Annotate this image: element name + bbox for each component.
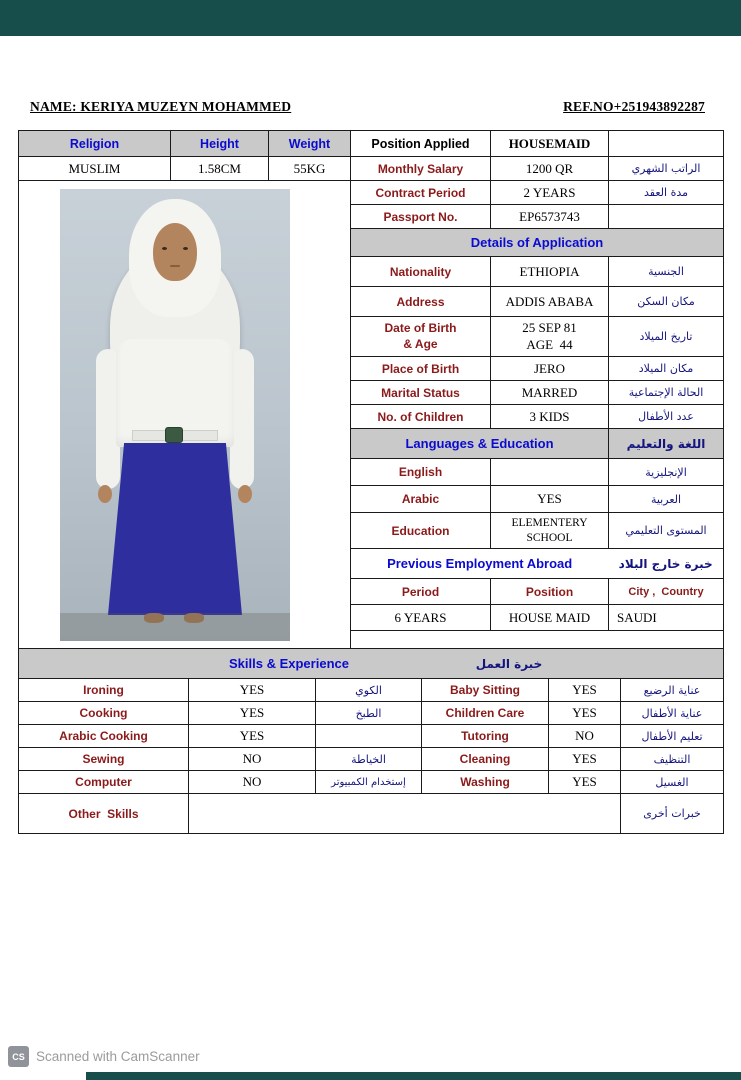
contract-period-arabic: مدة العقد (609, 181, 724, 205)
skill-computer-label: Computer (19, 771, 189, 794)
skill-tutoring-value: NO (549, 725, 621, 748)
empty-cell (609, 131, 724, 157)
other-skills-arabic: خبرات أخرى (621, 794, 724, 834)
skills-row (19, 702, 724, 725)
monthly-salary-label: Monthly Salary (351, 157, 491, 181)
nationality-label: Nationality (351, 257, 491, 287)
address-value: ADDIS ABABA (491, 287, 609, 317)
skill-washing-label: Washing (422, 771, 549, 794)
arabic-label: Arabic (351, 486, 491, 513)
applicant-photo (60, 189, 290, 641)
upper-block (19, 131, 724, 649)
marital-status-label: Marital Status (351, 381, 491, 405)
skills-experience-header (19, 649, 724, 679)
place-of-birth-label: Place of Birth (351, 357, 491, 381)
skills-experience-header-arabic: خبرة العمل (475, 656, 543, 671)
skill-tutoring-label: Tutoring (422, 725, 549, 748)
skill-babysitting-label: Baby Sitting (422, 679, 549, 702)
camscanner-logo-icon: CS (8, 1046, 29, 1067)
skills-row (19, 679, 724, 702)
position-applied-label: Position Applied (351, 131, 491, 157)
children-label: No. of Children (351, 405, 491, 429)
dob-value-line2: AGE 44 (526, 336, 573, 352)
monthly-salary-value: 1200 QR (491, 157, 609, 181)
english-label: English (351, 459, 491, 486)
education-value-line1: ELEMENTERY (511, 516, 588, 529)
religion-header-cell: Religion (19, 131, 171, 157)
skill-babysitting-arabic: عناية الرضيع (621, 679, 724, 702)
employment-city-value: SAUDI (609, 605, 724, 631)
weight-value-cell: 55KG (269, 157, 351, 181)
education-arabic: المستوى التعليمي (609, 513, 724, 549)
contract-period-label: Contract Period (351, 181, 491, 205)
photo-mouth (170, 265, 180, 267)
photo-eye-left (162, 247, 167, 250)
weight-header-cell: Weight (269, 131, 351, 157)
skill-cleaning-value: YES (549, 748, 621, 771)
dob-label-line1: Date of Birth (384, 320, 457, 335)
education-value-line2: SCHOOL (526, 531, 573, 544)
dob-arabic: تاريخ الميلاد (609, 317, 724, 357)
document-header (30, 99, 705, 115)
photo-hand-right (238, 485, 252, 503)
scan-top-bar (0, 0, 741, 36)
skill-childrencare-arabic: عناية الأطفال (621, 702, 724, 725)
skill-ironing-arabic: الكوي (316, 679, 422, 702)
other-skills-label: Other Skills (19, 794, 189, 834)
employment-period-column-header: Period (351, 579, 491, 605)
skill-sewing-arabic: الخياطة (316, 748, 422, 771)
application-details-panel (351, 131, 724, 649)
skills-row (19, 725, 724, 748)
photo-floor-shadow (60, 613, 290, 641)
skill-ironing-value: YES (189, 679, 316, 702)
arabic-value: YES (491, 486, 609, 513)
scan-bottom-bar (86, 1072, 741, 1080)
photo-column (19, 131, 351, 649)
nationality-value: ETHIOPIA (491, 257, 609, 287)
other-skills-row (19, 794, 724, 834)
skill-arabic-cooking-arabic (316, 725, 422, 748)
skills-row (19, 748, 724, 771)
skill-ironing-label: Ironing (19, 679, 189, 702)
children-arabic: عدد الأطفال (609, 405, 724, 429)
monthly-salary-arabic: الراتب الشهري (609, 157, 724, 181)
passport-no-value: EP6573743 (491, 205, 609, 229)
previous-employment-header (351, 549, 724, 579)
employment-city-column-header: City , Country (609, 579, 724, 605)
photo-eye-right (183, 247, 188, 250)
skill-cooking-value: YES (189, 702, 316, 725)
place-of-birth-arabic: مكان الميلاد (609, 357, 724, 381)
skill-cleaning-arabic: التنظيف (621, 748, 724, 771)
address-arabic: مكان السكن (609, 287, 724, 317)
languages-education-header-arabic: اللغة والتعليم (609, 429, 724, 459)
skill-childrencare-label: Children Care (422, 702, 549, 725)
contract-period-value: 2 YEARS (491, 181, 609, 205)
position-applied-value: HOUSEMAID (491, 131, 609, 157)
previous-employment-header-en: Previous Employment Abroad (387, 556, 573, 571)
skill-sewing-value: NO (189, 748, 316, 771)
photo-skirt (108, 443, 242, 615)
nationality-arabic: الجنسية (609, 257, 724, 287)
marital-status-arabic: الحالة الإجتماعية (609, 381, 724, 405)
education-label: Education (351, 513, 491, 549)
dob-value (491, 317, 609, 357)
english-arabic: الإنجليزية (609, 459, 724, 486)
religion-value-cell: MUSLIM (19, 157, 171, 181)
skills-row (19, 771, 724, 794)
details-of-application-header: Details of Application (351, 229, 724, 257)
dob-value-line1: 25 SEP 81 (522, 319, 577, 335)
previous-employment-header-arabic: خبرة خارج البلاد (618, 556, 713, 571)
photo-face (153, 223, 197, 281)
applicant-name: NAME: KERIYA MUZEYN MOHAMMED (30, 99, 292, 114)
employment-position-value: HOUSE MAID (491, 605, 609, 631)
photo-belt-buckle (165, 427, 183, 443)
other-skills-empty-cell (189, 794, 621, 834)
photo-hand-left (98, 485, 112, 503)
dob-label-line2: & Age (403, 336, 438, 351)
height-value-cell: 1.58CM (171, 157, 269, 181)
address-label: Address (351, 287, 491, 317)
skill-tutoring-arabic: تعليم الأطفال (621, 725, 724, 748)
height-header-cell: Height (171, 131, 269, 157)
empty-cell (351, 631, 724, 649)
skill-arabic-cooking-value: YES (189, 725, 316, 748)
children-value: 3 KIDS (491, 405, 609, 429)
skill-childrencare-value: YES (549, 702, 621, 725)
skill-cleaning-label: Cleaning (422, 748, 549, 771)
employment-period-value: 6 YEARS (351, 605, 491, 631)
languages-education-header: Languages & Education (351, 429, 609, 459)
dob-label (351, 317, 491, 357)
employment-position-column-header: Position (491, 579, 609, 605)
skill-computer-value: NO (189, 771, 316, 794)
skill-babysitting-value: YES (549, 679, 621, 702)
camscanner-watermark-text: Scanned with CamScanner (36, 1049, 200, 1064)
education-value (491, 513, 609, 549)
skill-washing-value: YES (549, 771, 621, 794)
camscanner-watermark (8, 1046, 200, 1067)
skill-arabic-cooking-label: Arabic Cooking (19, 725, 189, 748)
arabic-arabic: العربية (609, 486, 724, 513)
english-value (491, 459, 609, 486)
skill-washing-arabic: الغسيل (621, 771, 724, 794)
passport-no-arabic (609, 205, 724, 229)
passport-no-label: Passport No. (351, 205, 491, 229)
skills-experience-header-en: Skills & Experience (229, 656, 349, 671)
skill-cooking-label: Cooking (19, 702, 189, 725)
reference-number: REF.NO+251943892287 (563, 99, 705, 114)
skill-sewing-label: Sewing (19, 748, 189, 771)
skill-computer-arabic: إستخدام الكمبيوتر (316, 771, 422, 794)
skills-grid (19, 679, 724, 794)
skill-cooking-arabic: الطبخ (316, 702, 422, 725)
marital-status-value: MARRED (491, 381, 609, 405)
place-of-birth-value: JERO (491, 357, 609, 381)
cv-table (18, 130, 724, 834)
photo-cell (19, 181, 351, 649)
